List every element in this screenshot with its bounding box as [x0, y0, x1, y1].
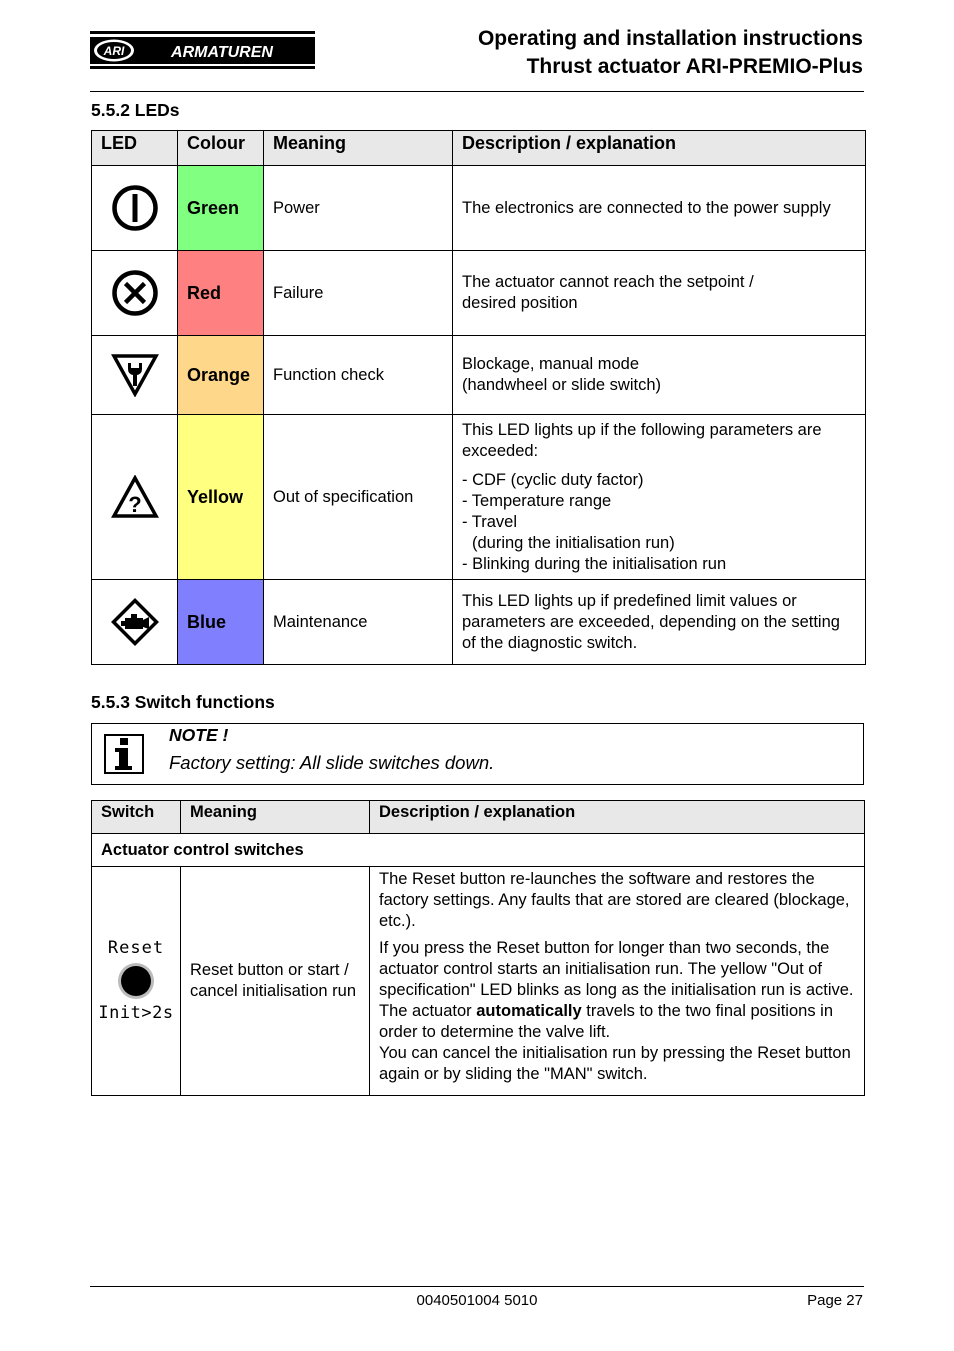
list-item: - Travel — [462, 512, 518, 531]
column-header-led: LED — [92, 131, 178, 166]
power-icon — [111, 184, 159, 232]
logo-ari-text: ARI — [103, 44, 125, 58]
footer-divider — [90, 1286, 864, 1287]
column-header-meaning: Meaning — [264, 131, 453, 166]
colour-cell: Red — [178, 251, 264, 336]
description-cell — [453, 251, 866, 336]
table-header-row — [92, 131, 866, 166]
switch-icon-cell — [92, 867, 181, 1096]
description-text: If you press the Reset button for longer than two seconds, the actuator control starts an initialisation run. The yellow "Out of specification" LED blinks as long as the initialisation run is active. The actuator — [379, 939, 854, 1020]
failure-x-icon — [111, 269, 159, 317]
emphasis-automatically: automatically — [476, 1002, 582, 1020]
list-item: - CDF (cyclic duty factor) — [462, 470, 644, 489]
document-number: 0040501004 5010 — [416, 1292, 538, 1309]
table-header-row — [92, 801, 865, 834]
section-heading-switch-functions: 5.5.3 Switch functions — [91, 692, 275, 712]
colour-cell: Green — [178, 166, 264, 251]
table-row — [92, 251, 866, 336]
meaning-cell: Failure — [264, 251, 453, 336]
description-paragraph — [379, 938, 855, 1085]
description-line: desired position — [462, 294, 578, 312]
description-line: The actuator cannot reach the setpoint / — [462, 273, 754, 291]
parameter-list — [462, 470, 856, 575]
meaning-cell: Maintenance — [264, 580, 453, 665]
description-cell — [453, 336, 866, 415]
svg-text:?: ? — [127, 492, 142, 517]
warning-question-icon — [111, 475, 159, 519]
table-row — [92, 580, 866, 665]
table-row — [92, 336, 866, 415]
meaning-cell: Function check — [264, 336, 453, 415]
table-subheading-row — [92, 834, 865, 867]
colour-cell: Blue — [178, 580, 264, 665]
description-cell: The electronics are connected to the power supply — [453, 166, 866, 251]
note-title: NOTE ! — [169, 725, 229, 745]
info-icon — [104, 734, 144, 774]
description-line: Blockage, manual mode — [462, 355, 640, 373]
description-paragraph: The Reset button re-launches the software and restores the factory settings. Any faults that are stored are cleared (blockage, etc.). — [379, 870, 850, 930]
description-cell — [453, 415, 866, 580]
note-text: Factory setting: All slide switches down. — [169, 752, 495, 773]
led-icon-cell — [92, 251, 178, 336]
description-text: You can cancel the initialisation run by pressing the Reset button again or by sliding the "MAN" switch. — [379, 1044, 851, 1083]
column-header-description: Description / explanation — [370, 801, 865, 834]
meaning-cell: Power — [264, 166, 453, 251]
page-number: Page 27 — [807, 1292, 863, 1309]
list-item: - Blinking during the initialisation run — [462, 554, 727, 573]
reset-button-icon — [116, 961, 156, 1001]
colour-cell: Yellow — [178, 415, 264, 580]
list-item: - Temperature range — [462, 491, 612, 510]
led-icon-cell — [92, 336, 178, 415]
note-box — [91, 723, 864, 785]
table-row — [92, 415, 866, 580]
table-row — [92, 867, 865, 1096]
table-row — [92, 166, 866, 251]
function-check-icon — [111, 353, 159, 397]
column-header-meaning: Meaning — [181, 801, 370, 834]
column-header-colour: Colour — [178, 131, 264, 166]
reset-label: Reset — [107, 938, 165, 958]
init-label: Init>2s — [98, 1003, 174, 1023]
meaning-cell: Reset button or start / cancel initialisation run — [181, 867, 370, 1096]
maintenance-icon — [111, 598, 159, 646]
meaning-cell: Out of specification — [264, 415, 453, 580]
section-heading-leds: 5.5.2 LEDs — [91, 100, 180, 120]
list-item: (during the initialisation run) — [472, 533, 675, 552]
switch-table — [91, 800, 865, 1096]
logo-armaturen-text: ARMATUREN — [171, 44, 273, 61]
description-cell — [370, 867, 865, 1096]
colour-cell: Orange — [178, 336, 264, 415]
led-icon-cell — [92, 415, 178, 580]
column-header-description: Description / explanation — [453, 131, 866, 166]
description-intro: This LED lights up if the following parameters are exceeded: — [462, 420, 822, 460]
led-icon-cell — [92, 580, 178, 665]
header-divider — [90, 91, 864, 92]
description-cell: This LED lights up if predefined limit values or parameters are exceeded, depending on the setting of the diagnostic switch. — [453, 580, 866, 665]
doc-title: Operating and installation instructions — [477, 27, 863, 50]
ari-armaturen-logo — [89, 30, 316, 70]
description-line: (handwheel or slide switch) — [462, 376, 662, 394]
leds-table — [91, 130, 866, 665]
led-icon-cell — [92, 166, 178, 251]
subheading-actuator-control: Actuator control switches — [92, 834, 865, 867]
column-header-switch: Switch — [92, 801, 181, 834]
description-text: travels to the two final positions in order to determine the valve lift. — [379, 1002, 833, 1041]
doc-subtitle: Thrust actuator ARI-PREMIO-Plus — [526, 55, 863, 78]
